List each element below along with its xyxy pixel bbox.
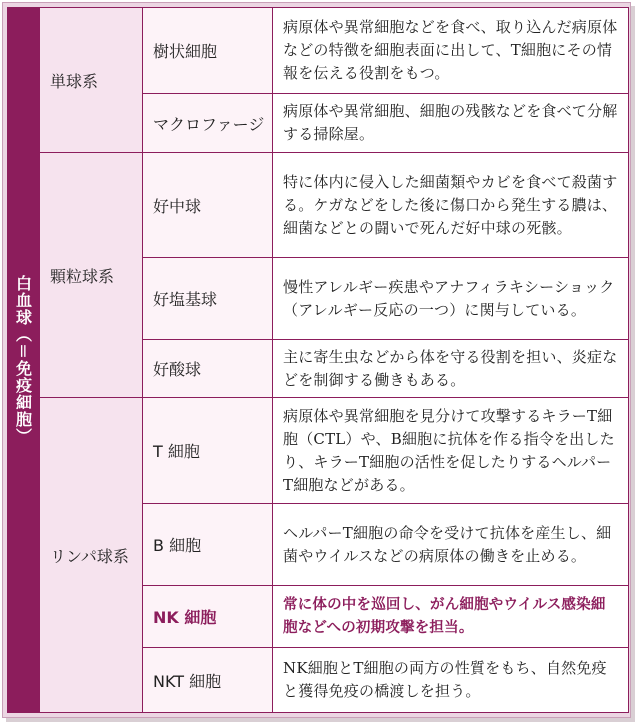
cell-desc-nkt-cell bbox=[272, 647, 629, 713]
cell-desc-macrophage bbox=[272, 93, 629, 153]
cell-desc-nk-cell bbox=[272, 585, 629, 648]
cell-desc: 病原体や異常細胞、細胞の残骸などを食べて分解する掃除屋。 bbox=[283, 102, 618, 143]
cell-desc-t-cell bbox=[272, 397, 629, 504]
cell-name: 好中球 bbox=[153, 196, 202, 216]
cell-desc: 病原体や異常細胞などを食べ、取り込んだ病原体などの特徴を細胞表面に出して、T細胞にその情報を伝える役割をもつ。 bbox=[283, 18, 618, 82]
cell-desc: NK細胞とT細胞の両方の性質をもち、自然免疫と獲得免疫の橋渡しを担う。 bbox=[283, 659, 607, 700]
cell-name-b-cell bbox=[142, 503, 273, 586]
category-granulocyte bbox=[39, 152, 143, 398]
category-monocyte bbox=[39, 7, 143, 153]
cell-name-eosinophil bbox=[142, 339, 273, 398]
sidebar-header bbox=[7, 7, 39, 713]
cell-name-nkt-cell bbox=[142, 647, 273, 713]
cell-name: 好塩基球 bbox=[153, 290, 218, 309]
category-label: 単球系 bbox=[50, 71, 99, 91]
cell-name: 樹状細胞 bbox=[153, 42, 218, 61]
cell-name: B 細胞 bbox=[153, 536, 202, 555]
cell-name-t-cell bbox=[142, 397, 273, 504]
cell-name-macrophage bbox=[142, 93, 273, 153]
cell-name-nk-cell bbox=[142, 585, 273, 648]
cell-name: NKT 細胞 bbox=[153, 671, 222, 691]
cell-desc-neutrophil bbox=[272, 152, 629, 258]
cell-desc: 常に体の中を巡回し、がん細胞やウイルス感染細胞などへの初期攻撃を担当。 bbox=[283, 596, 606, 636]
category-lymphocyte bbox=[39, 397, 143, 713]
category-label: リンパ球系 bbox=[50, 546, 129, 566]
cell-desc: 特に体内に侵入した細菌類やカビを食べて殺菌する。ケガなどをした後に傷口から発生する膿は、細菌などとの闘いで死んだ好中球の死骸。 bbox=[283, 172, 618, 237]
cell-desc-eosinophil bbox=[272, 339, 629, 398]
cell-name: 好酸球 bbox=[153, 360, 202, 379]
cell-desc-b-cell bbox=[272, 503, 629, 586]
cell-desc: 主に寄生虫などから体を守る役割を担い、炎症などを制御する働きもある。 bbox=[283, 347, 618, 389]
cell-desc-basophil bbox=[272, 257, 629, 340]
cell-name-basophil bbox=[142, 257, 273, 340]
category-label: 顆粒球系 bbox=[50, 266, 115, 286]
cell-desc: 病原体や異常細胞を見分けて攻撃するキラーT細胞（CTL）や、B細胞に抗体を作る指令を出したり、キラーT細胞の活性を促したりするヘルパーT細胞などがある。 bbox=[283, 406, 615, 494]
sidebar-label: 白血球（＝免疫細胞） bbox=[13, 274, 33, 445]
cell-desc: ヘルパーT細胞の命令を受けて抗体を産生し、細菌やウイルスなどの病原体の働きを止める。 bbox=[283, 523, 612, 565]
cell-name-neutrophil bbox=[142, 152, 273, 258]
cell-name: T 細胞 bbox=[153, 442, 200, 461]
cell-desc: 慢性アレルギー疾患やアナフィラキシーショック（アレルギー反応の一つ）に関与している。 bbox=[283, 277, 615, 319]
cell-name: NK 細胞 bbox=[153, 608, 217, 627]
cell-desc-dendritic bbox=[272, 7, 629, 94]
cell-name-dendritic bbox=[142, 7, 273, 94]
cell-name: マクロファージ bbox=[153, 114, 265, 134]
